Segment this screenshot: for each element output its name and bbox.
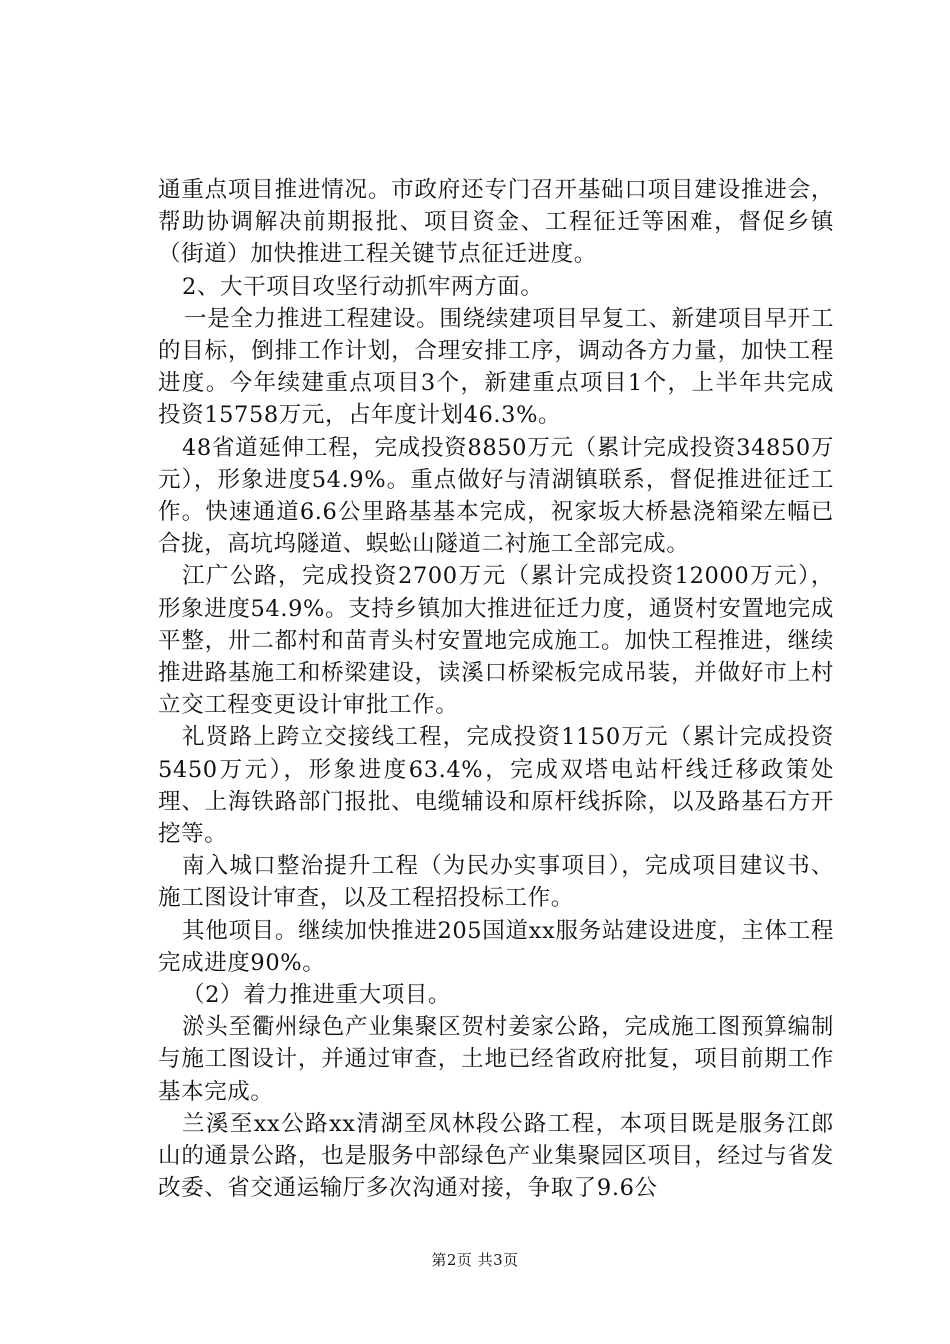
- page-number-footer: 第2页 共3页: [431, 1251, 519, 1269]
- paragraph: 通重点项目推进情况。市政府还专门召开基础口项目建设推进会，帮助协调解决前期报批、项目资金、工程征迁等困难，督促乡镇（街道）加快推进工程关键节点征迁进度。: [158, 177, 834, 268]
- paragraph: 江广公路，完成投资2700万元（累计完成投资12000万元），形象进度54.9%。支持乡镇加大推进征迁力度，通贤村安置地完成平整，卅二都村和苗青头村安置地完成施工。加快工程推进，继续推进路基施工和桥梁建设，读溪口桥梁板完成吊装，并做好市上村立交工程变更设计审批工作。: [158, 563, 834, 719]
- paragraph: 淤头至衢州绿色产业集聚区贺村姜家公路，完成施工图预算编制与施工图设计，并通过审查，土地已经省政府批复，项目前期工作基本完成。: [158, 1014, 834, 1105]
- paragraph: 48省道延伸工程，完成投资8850万元（累计完成投资34850万元），形象进度54.9%。重点做好与清湖镇联系，督促推进征迁工作。快速通道6.6公里路基基本完成，祝家坂大桥悬浇箱梁左幅已合拢，高坑坞隧道、蜈蚣山隧道二衬施工全部完成。: [158, 434, 834, 558]
- subsection-heading: （2）着力推进重大项目。: [182, 982, 452, 1009]
- paragraph: 一是全力推进工程建设。围绕续建项目早复工、新建项目早开工的目标，倒排工作计划，合理安排工序，调动各方力量，加快工程进度。今年续建重点项目3个，新建重点项目1个，上半年共完成投资15758万元，占年度计划46.3%。: [158, 305, 834, 429]
- paragraph: 其他项目。继续加快推进205国道xx服务站建设进度，主体工程完成进度90%。: [158, 917, 834, 976]
- section-heading: 2、大干项目攻坚行动抓牢两方面。: [182, 273, 544, 300]
- paragraph: 礼贤路上跨立交接线工程，完成投资1150万元（累计完成投资5450万元），形象进度63.4%，完成双塔电站杆线迁移政策处理、上海铁路部门报批、电缆辅设和原杆线拆除，以及路基石方开挖等。: [158, 724, 834, 848]
- paragraph: 南入城口整治提升工程（为民办实事项目），完成项目建议书、施工图设计审查，以及工程招投标工作。: [158, 853, 834, 912]
- paragraph: 兰溪至xx公路xx清湖至凤林段公路工程，本项目既是服务江郎山的通景公路，也是服务中部绿色产业集聚园区项目，经过与省发改委、省交通运输厅多次沟通对接，争取了9.6公: [158, 1110, 834, 1202]
- document-body: [158, 174, 834, 1205]
